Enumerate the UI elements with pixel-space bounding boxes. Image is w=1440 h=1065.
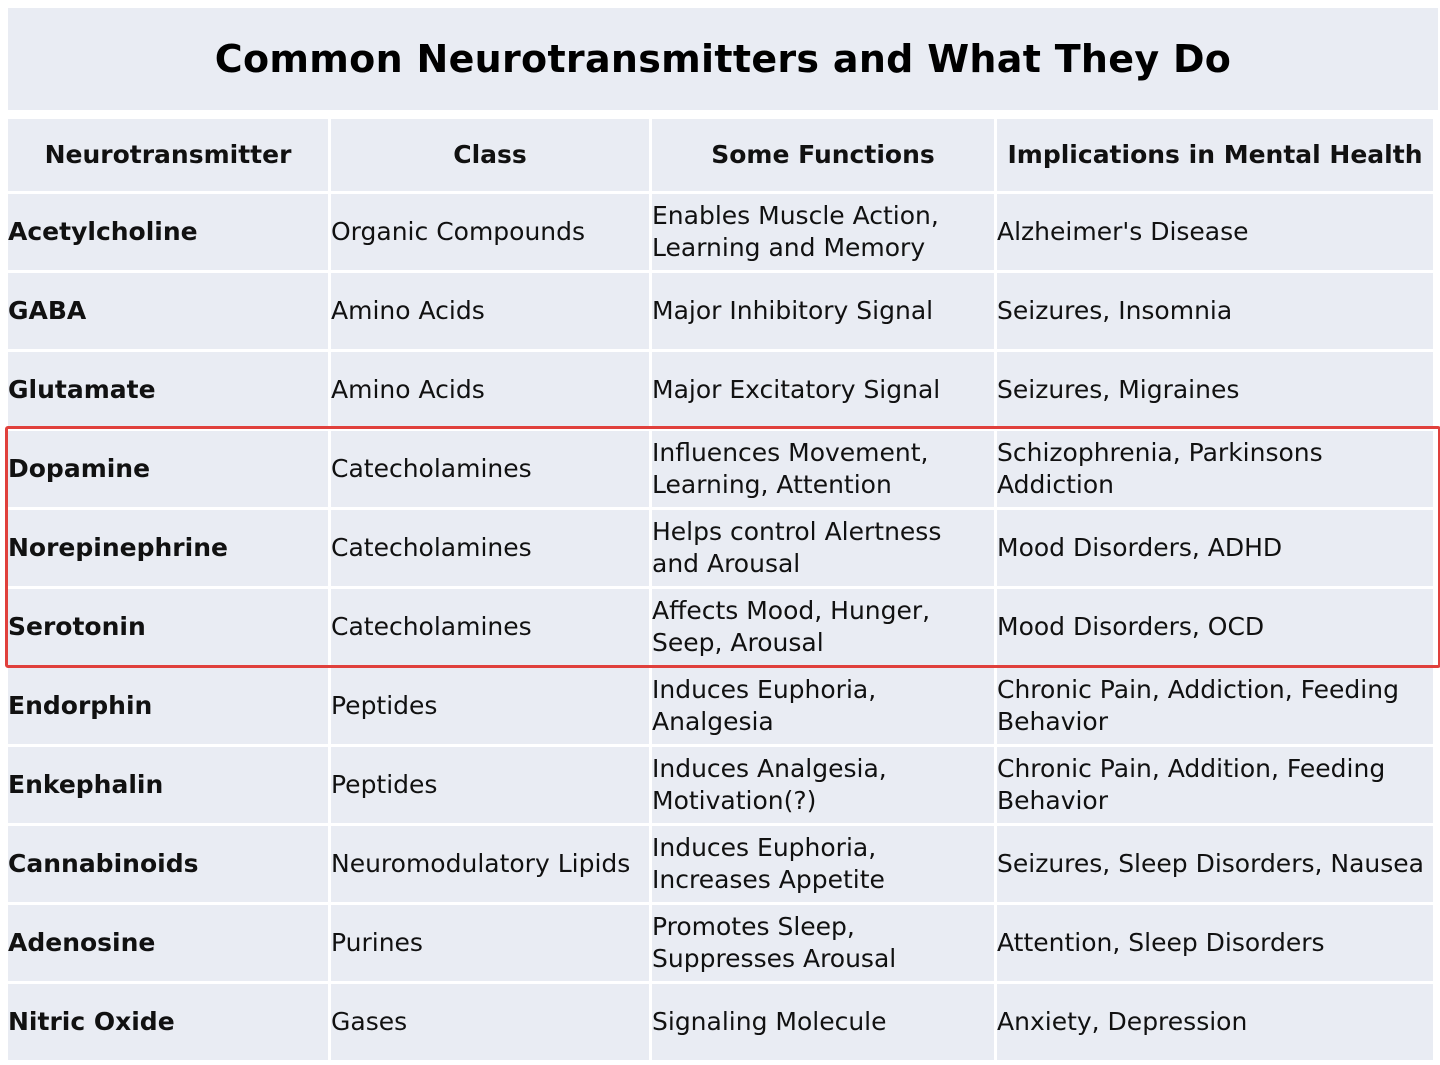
cell-functions: Helps control Alertness and Arousal (652, 510, 994, 586)
table-row (8, 905, 1433, 981)
cell-class: Peptides (331, 668, 649, 744)
cell-class: Peptides (331, 747, 649, 823)
neurotransmitter-slide (8, 8, 1438, 1062)
cell-functions: Major Inhibitory Signal (652, 273, 994, 349)
cell-name: Adenosine (8, 905, 328, 981)
cell-implications: Mood Disorders, ADHD (997, 510, 1433, 586)
table-row (8, 589, 1433, 665)
table-row (8, 826, 1433, 902)
cell-name: Glutamate (8, 352, 328, 428)
cell-class: Gases (331, 984, 649, 1060)
cell-class: Neuromodulatory Lipids (331, 826, 649, 902)
cell-implications: Schizophrenia, Parkinsons Addiction (997, 431, 1433, 507)
cell-implications: Alzheimer's Disease (997, 194, 1433, 270)
table-row (8, 352, 1433, 428)
cell-class: Amino Acids (331, 352, 649, 428)
cell-functions: Influences Movement, Learning, Attention (652, 431, 994, 507)
cell-functions: Signaling Molecule (652, 984, 994, 1060)
cell-name: Acetylcholine (8, 194, 328, 270)
cell-class: Amino Acids (331, 273, 649, 349)
cell-name: GABA (8, 273, 328, 349)
table-row (8, 431, 1433, 507)
header-functions: Some Functions (652, 119, 994, 191)
cell-name: Cannabinoids (8, 826, 328, 902)
cell-functions: Induces Euphoria, Increases Appetite (652, 826, 994, 902)
cell-implications: Mood Disorders, OCD (997, 589, 1433, 665)
header-implications: Implications in Mental Health (997, 119, 1433, 191)
cell-implications: Chronic Pain, Addiction, Feeding Behavior (997, 668, 1433, 744)
cell-implications: Chronic Pain, Addition, Feeding Behavior (997, 747, 1433, 823)
cell-implications: Seizures, Migraines (997, 352, 1433, 428)
cell-class: Purines (331, 905, 649, 981)
cell-functions: Promotes Sleep, Suppresses Arousal (652, 905, 994, 981)
cell-implications: Anxiety, Depression (997, 984, 1433, 1060)
cell-functions: Induces Analgesia, Motivation(?) (652, 747, 994, 823)
cell-functions: Major Excitatory Signal (652, 352, 994, 428)
cell-name: Nitric Oxide (8, 984, 328, 1060)
table-row (8, 194, 1433, 270)
cell-functions: Enables Muscle Action, Learning and Memory (652, 194, 994, 270)
header-row (8, 119, 1433, 191)
cell-functions: Affects Mood, Hunger, Seep, Arousal (652, 589, 994, 665)
cell-class: Catecholamines (331, 510, 649, 586)
cell-implications: Seizures, Insomnia (997, 273, 1433, 349)
cell-implications: Seizures, Sleep Disorders, Nausea (997, 826, 1433, 902)
page-title: Common Neurotransmitters and What They Do (214, 37, 1232, 81)
cell-class: Catecholamines (331, 589, 649, 665)
cell-implications: Attention, Sleep Disorders (997, 905, 1433, 981)
table-row (8, 510, 1433, 586)
table-row (8, 984, 1433, 1060)
cell-class: Catecholamines (331, 431, 649, 507)
cell-name: Dopamine (8, 431, 328, 507)
table-row (8, 273, 1433, 349)
header-class: Class (331, 119, 649, 191)
table-row (8, 668, 1433, 744)
neurotransmitter-table (5, 116, 1436, 1063)
cell-name: Serotonin (8, 589, 328, 665)
cell-class: Organic Compounds (331, 194, 649, 270)
cell-name: Endorphin (8, 668, 328, 744)
cell-name: Enkephalin (8, 747, 328, 823)
cell-functions: Induces Euphoria, Analgesia (652, 668, 994, 744)
cell-name: Norepinephrine (8, 510, 328, 586)
title-bar (8, 8, 1438, 110)
header-neurotransmitter: Neurotransmitter (8, 119, 328, 191)
table-row (8, 747, 1433, 823)
